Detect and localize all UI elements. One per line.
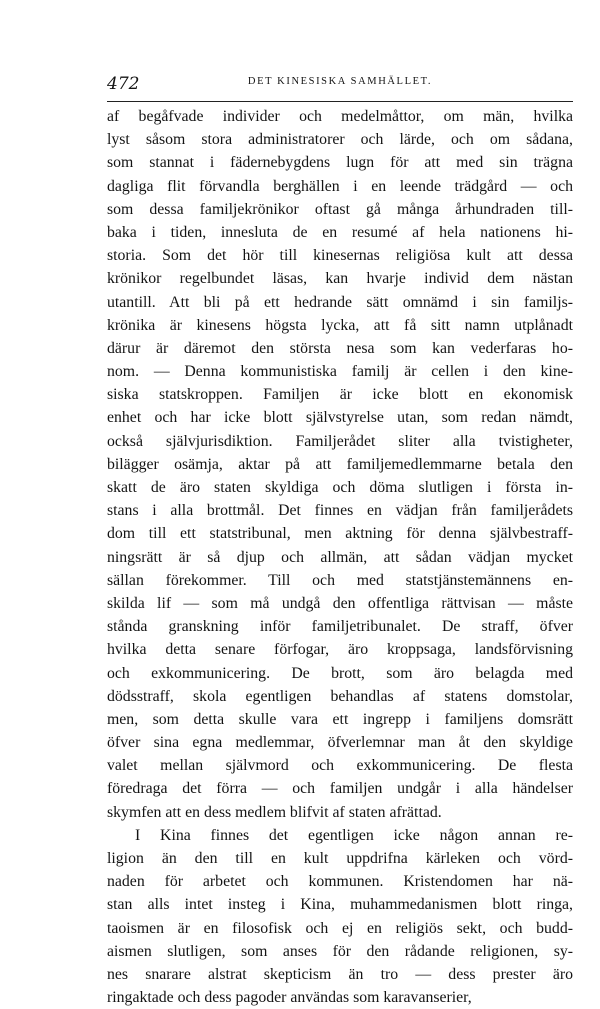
- text-line: nes snarare alstrat skepticism än tro — dess prester äro: [107, 965, 573, 983]
- text-line: och exkommunicering. De brott, som äro belagda med: [107, 664, 573, 682]
- text-line: utantill. Att bli på ett hedrande sätt omnämd i sin familjs-: [107, 293, 573, 311]
- text-line: ningsrätt är så djup och allmän, att sådan vädjan mycket: [107, 548, 573, 566]
- text-line: I Kina finnes det egentligen icke någon annan re-: [135, 826, 573, 844]
- text-line: som stannat i fädernebygdens lugn för att med sin trägna: [107, 154, 573, 172]
- text-line: krönika är kinesens högsta lycka, att få sitt namn utplånadt: [107, 316, 573, 334]
- text-line: ringaktade och dess pagoder användas som karavanserier,: [107, 989, 472, 1007]
- text-line: baka i tiden, inneslutа de en resumé af hela nationens hi-: [107, 223, 573, 241]
- text-line: siska statskroppen. Familjen är icke blott en ekonomisk: [107, 386, 573, 404]
- text-line: nom. — Denna kommunistiska familj är cellen i den kine-: [107, 363, 573, 381]
- text-line: skatt de äro staten skyldiga och döma slutligen i första in-: [107, 479, 573, 496]
- page-header: [107, 70, 573, 98]
- text-line: naden för arbetet och kommunen. Kristendomen har nä-: [107, 873, 573, 891]
- text-line: föredraga det förra — och familjen undgår i alla händelser: [107, 780, 573, 798]
- text-line: sällan förekommer. Till och med statstjänstemännens en-: [107, 571, 573, 589]
- text-line: bilägger osämja, aktar på att familjemedlemmarne betala den: [107, 455, 573, 473]
- header-rule: [107, 101, 573, 102]
- text-line: skilda lif — som må undgå den offentliga rättvisan — måste: [107, 594, 573, 612]
- text-line: taoismen är en filosofisk och ej en religiös sekt, och budd-: [107, 919, 573, 937]
- text-line: öfver sina egna medlemmar, öfverlemnar man åt den skyldige: [107, 734, 573, 752]
- body-text: [107, 105, 573, 1009]
- text-line: men, som detta skulle vara ett ingrepp i familjens domsrätt: [107, 710, 573, 728]
- text-line: därur är däremot den största nesa som kan vederfaras ho-: [107, 339, 573, 357]
- text-line: valet mellan självmord och exkommunicering. De flesta: [107, 757, 573, 775]
- text-line: enhet och har icke blott självstyrelse utan, som redan nämdt,: [107, 409, 573, 427]
- text-line: af begåfvade individer och medelmåttor, om män, hvilka: [107, 108, 573, 125]
- text-line: storia. Som det hör till kinesernas religiösa kult att dessa: [107, 247, 573, 265]
- paragraph: [107, 105, 573, 824]
- text-line: som dessa familjekrönikor oftast gå många århundraden till-: [107, 200, 573, 218]
- text-line: ligion än den till en kult uppdrifna kärleken och vörd-: [107, 850, 573, 867]
- text-line: skymfen att en dess medlem blifvit af staten afrättad.: [107, 803, 442, 821]
- text-line: dom till ett statstribunal, men aktning för denna självbestraff-: [107, 525, 573, 543]
- paragraph: [107, 824, 573, 1009]
- text-line: stånda granskning inför familjetribunalet. De straff, öfver: [107, 618, 573, 636]
- text-line: krönikor regelbundet läsas, kan hvarje individ dem nästan: [107, 270, 573, 288]
- text-line: stan alls intet insteg i Kina, muhammedanismen blott ringa,: [107, 896, 573, 914]
- text-line: dagliga flit förvandla berghällen i en leende trädgård — och: [107, 177, 573, 195]
- page-number: 472: [107, 74, 140, 94]
- text-line: hvilka detta senare förfogar, äro kroppsaga, landsförvisning: [107, 641, 573, 659]
- text-line: stans i alla brottmål. Det finnes en vädjan från familjerådets: [107, 502, 573, 520]
- running-title: DET KINESISKA SAMHÄLLET.: [247, 76, 433, 87]
- text-line: också självjurisdiktion. Familjerådet sliter alla tvistigheter,: [107, 432, 573, 450]
- text-line: lyst såsom stora administratorer och lärde, och om sådana,: [107, 131, 573, 149]
- text-line: dödsstraff, skola egentligen behandlas af statens domstolar,: [107, 687, 573, 705]
- text-line: aismen slutligen, som anses för den rådande religionen, sy-: [107, 942, 573, 960]
